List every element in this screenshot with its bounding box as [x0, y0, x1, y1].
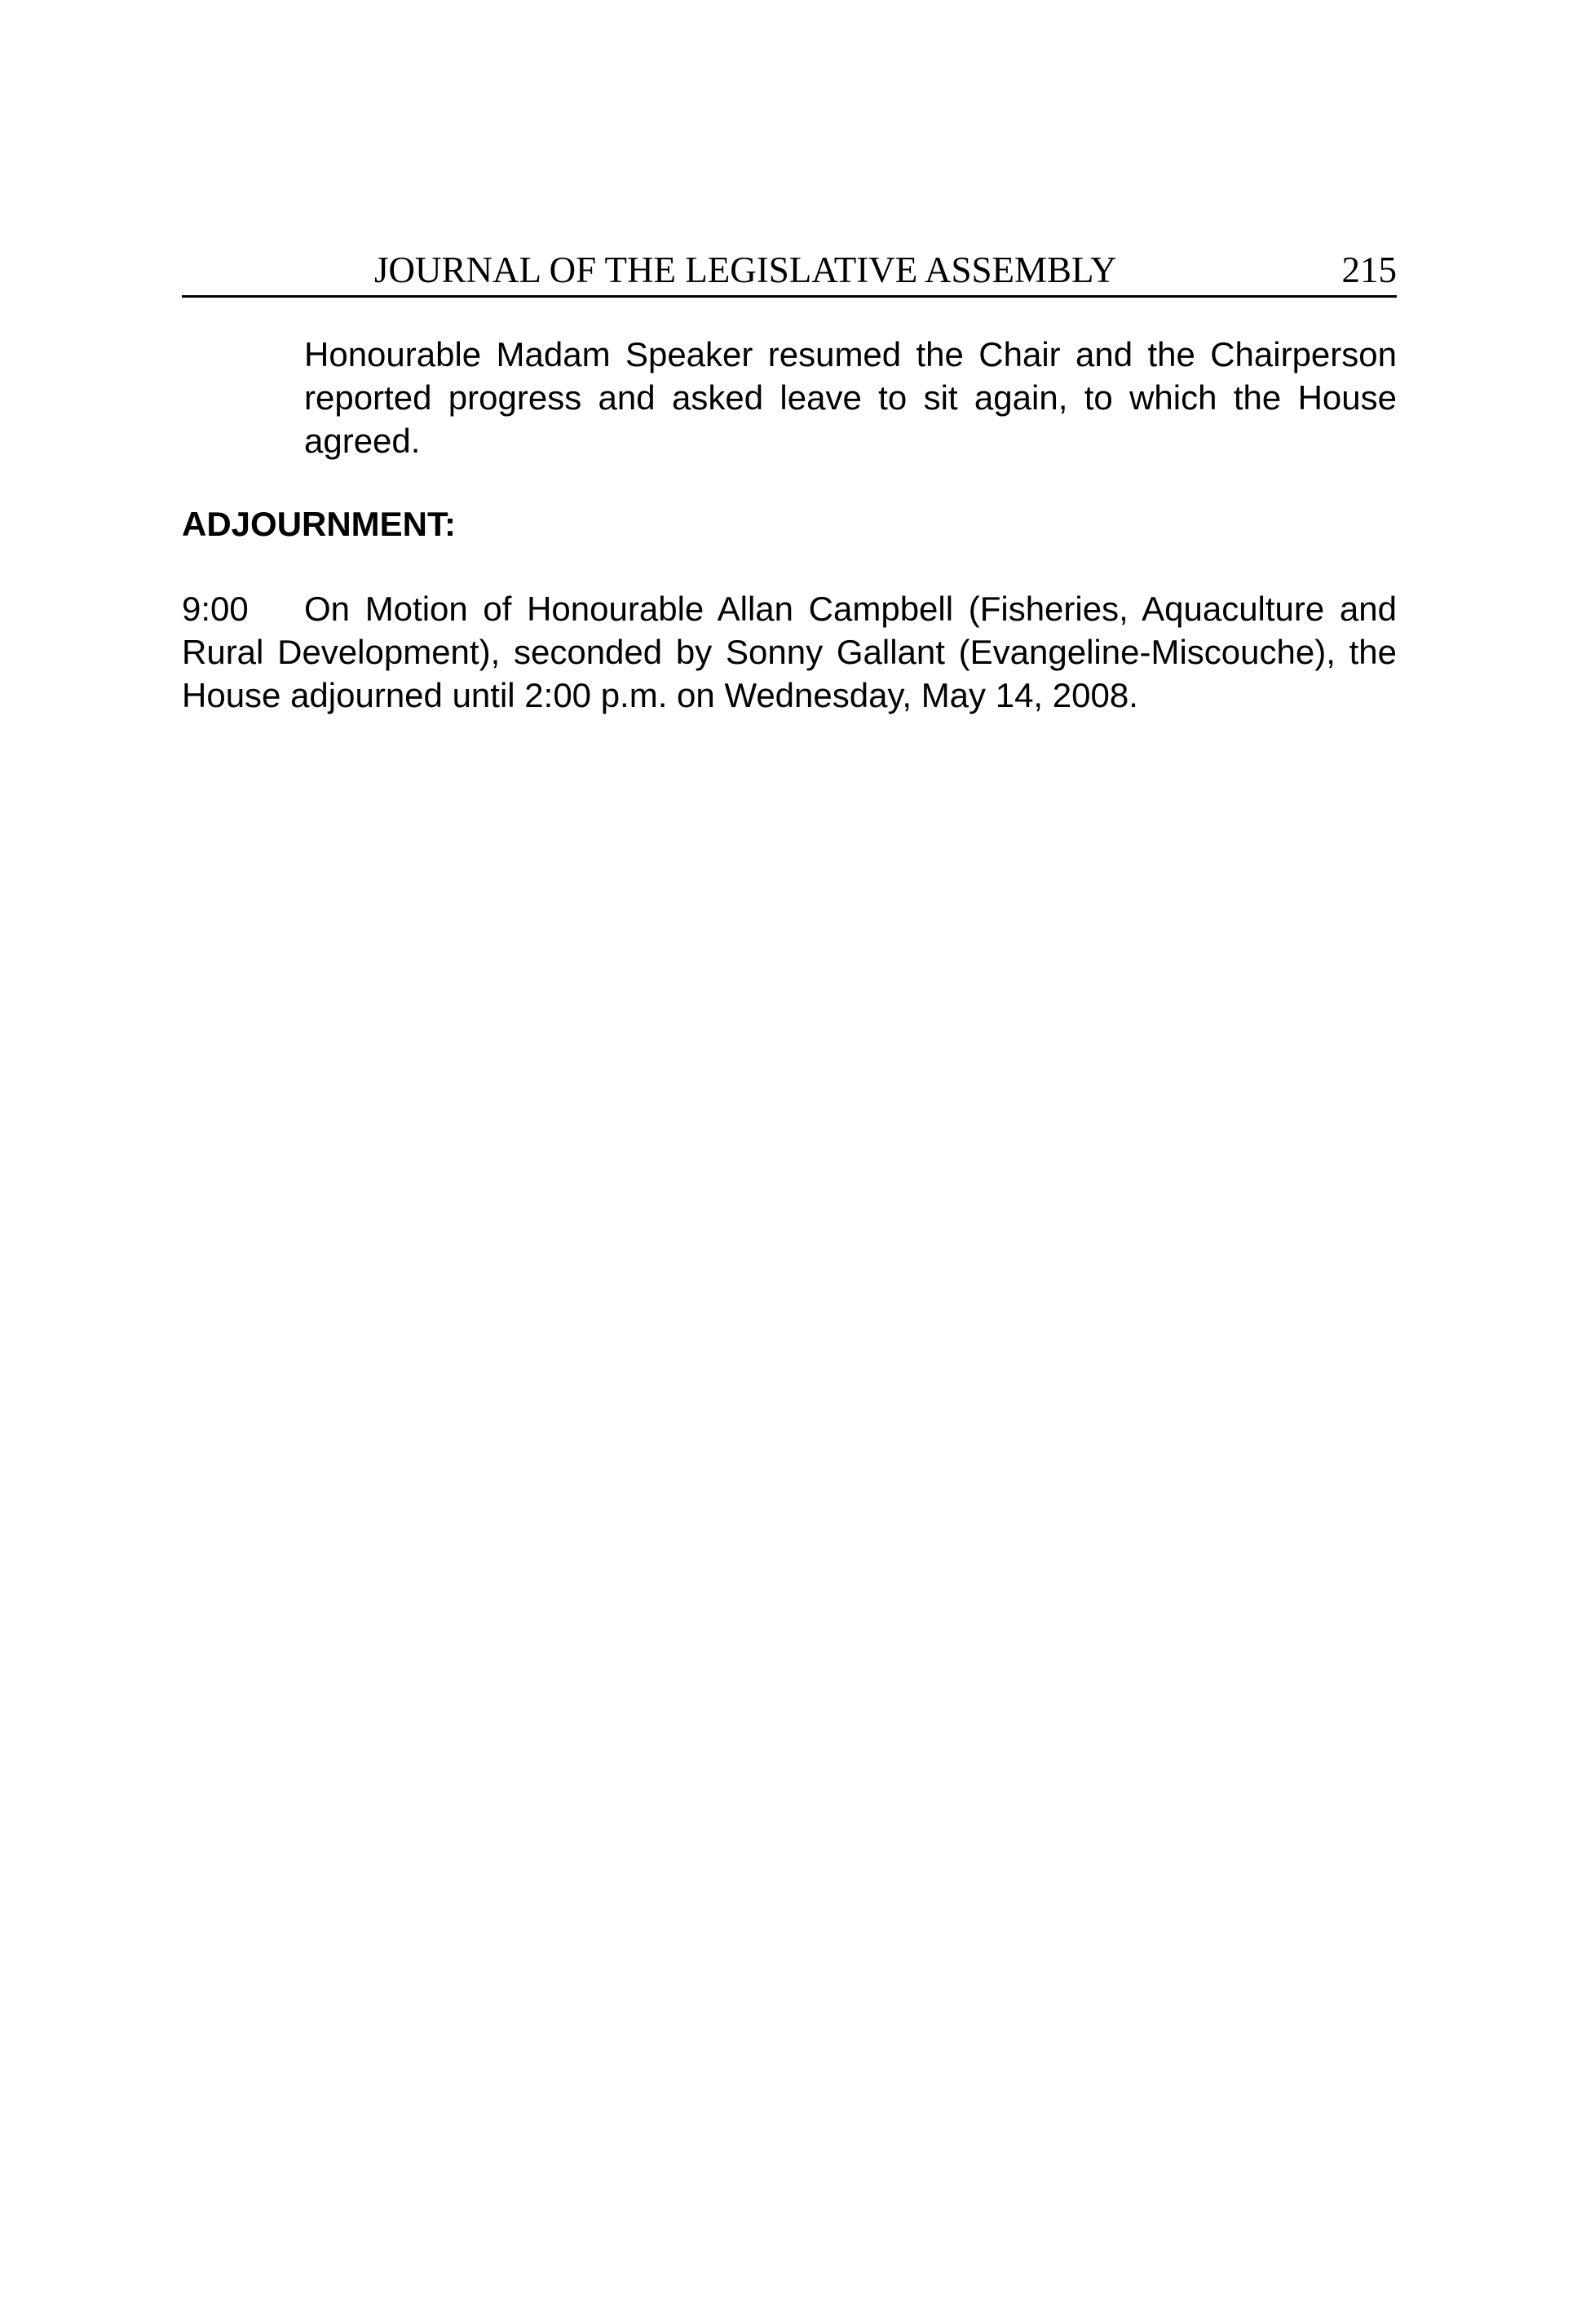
entry-time: 9:00 [182, 590, 249, 628]
entry-text: On Motion of Honourable Allan Campbell (Fisheries, Aquaculture and Rural Development), seconded by Sonny Gallant (Evangeline-Miscouche), the House adjourned until 2:00 p.m. on Wednesday, May 14, 2008. [182, 590, 1397, 714]
running-title: JOURNAL OF THE LEGISLATIVE ASSEMBLY [374, 250, 1117, 290]
page-number: 215 [1341, 250, 1397, 290]
adjournment-entry [182, 587, 1397, 717]
running-header [182, 245, 1397, 298]
speaker-resumed-paragraph: Honourable Madam Speaker resumed the Chair and the Chairperson reported progress and asked leave to sit again, to which the House agreed. [304, 335, 1397, 460]
section-heading-adjournment: ADJOURNMENT: [182, 505, 456, 543]
